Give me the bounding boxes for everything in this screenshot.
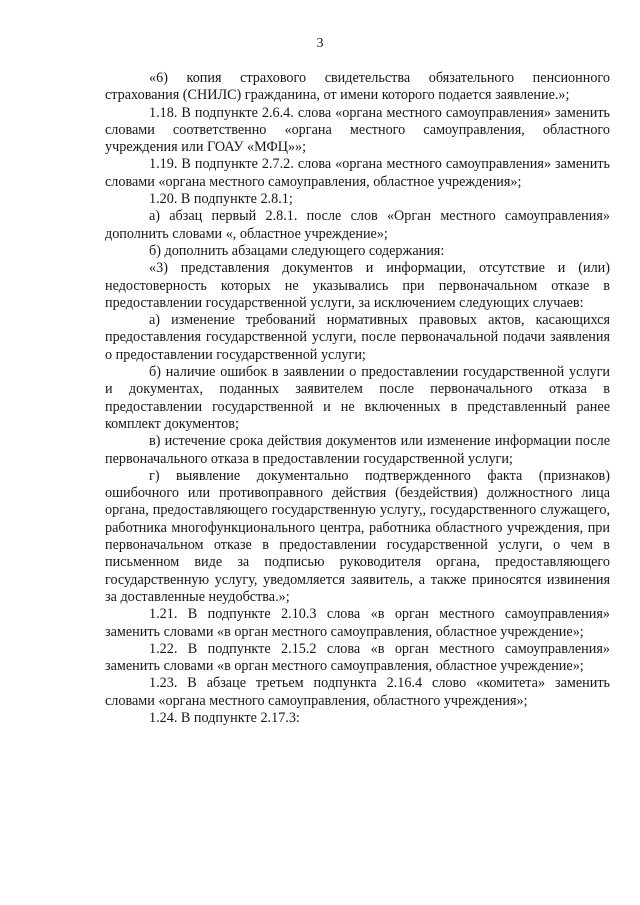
paragraph-item-6-snils: «6) копия страхового свидетельства обязательного пенсионного страхования (СНИЛС) гражданина, от имени которого подается заявление.»; <box>105 70 610 104</box>
paragraph-item-3-g: г) выявление документально подтвержденного факта (признаков) ошибочного или противоправного действия (бездействия) должностного лица органа, предоставляющего государственную услугу,, государственного служащего, работника многофункционального центра, работника областного учреждения, при первоначальном отказе в предоставлении государственной услуги, о чем в письменном виде за подписью руководителя органа, предоставляющего государственную услугу, уведомляется заявитель, а также приносятся извинения за доставленные неудобства.»; <box>105 467 610 605</box>
paragraph-1-20-a: а) абзац первый 2.8.1. после слов «Орган местного самоуправления» дополнить словами «, областное учреждение»; <box>105 208 610 242</box>
paragraph-1-19: 1.19. В подпункте 2.7.2. слова «органа местного самоуправления» заменить словами «органа местного самоуправления, областное учреждения»; <box>105 156 610 190</box>
paragraph-1-23: 1.23. В абзаце третьем подпункта 2.16.4 слово «комитета» заменить словами «органа местного самоуправления, областного учреждения»; <box>105 675 610 709</box>
paragraph-1-22: 1.22. В подпункте 2.15.2 слова «в орган местного самоуправления» заменить словами «в орган местного самоуправления, областное учреждение»; <box>105 640 610 675</box>
paragraph-item-3-v: в) истечение срока действия документов или изменение информации после первоначального отказа в предоставлении государственной услуги; <box>105 433 610 467</box>
document-body <box>105 70 610 727</box>
paragraph-1-20: 1.20. В подпункте 2.8.1; <box>149 191 293 208</box>
paragraph-item-3: «3) представления документов и информации, отсутствие и (или) недостоверность которых не указывались при первоначальном отказе в предоставлении государственной услуги, за исключением следующих случаев: <box>105 260 610 311</box>
page-number: 3 <box>316 36 324 51</box>
paragraph-1-18: 1.18. В подпункте 2.6.4. слова «органа местного самоуправления» заменить словами соответственно «органа местного самоуправления, областного учреждения или ГОАУ «МФЦ»»; <box>105 104 610 156</box>
paragraph-1-21: 1.21. В подпункте 2.10.3 слова «в орган местного самоуправления» заменить словами «в орган местного самоуправления, областное учреждение»; <box>105 606 610 640</box>
paragraph-item-3-b: б) наличие ошибок в заявлении о предоставлении государственной услуги и документах, поданных заявителем после первоначального отказа в предоставлении государственной и не включенных в представленный ранее комплект документов; <box>105 364 610 432</box>
paragraph-1-20-b: б) дополнить абзацами следующего содержания: <box>149 242 445 259</box>
paragraph-1-24: 1.24. В подпункте 2.17.3: <box>149 709 300 726</box>
paragraph-item-3-a: а) изменение требований нормативных правовых актов, касающихся предоставления государственной услуги, после первоначальной подачи заявления о предоставлении государственной услуги; <box>105 312 610 363</box>
